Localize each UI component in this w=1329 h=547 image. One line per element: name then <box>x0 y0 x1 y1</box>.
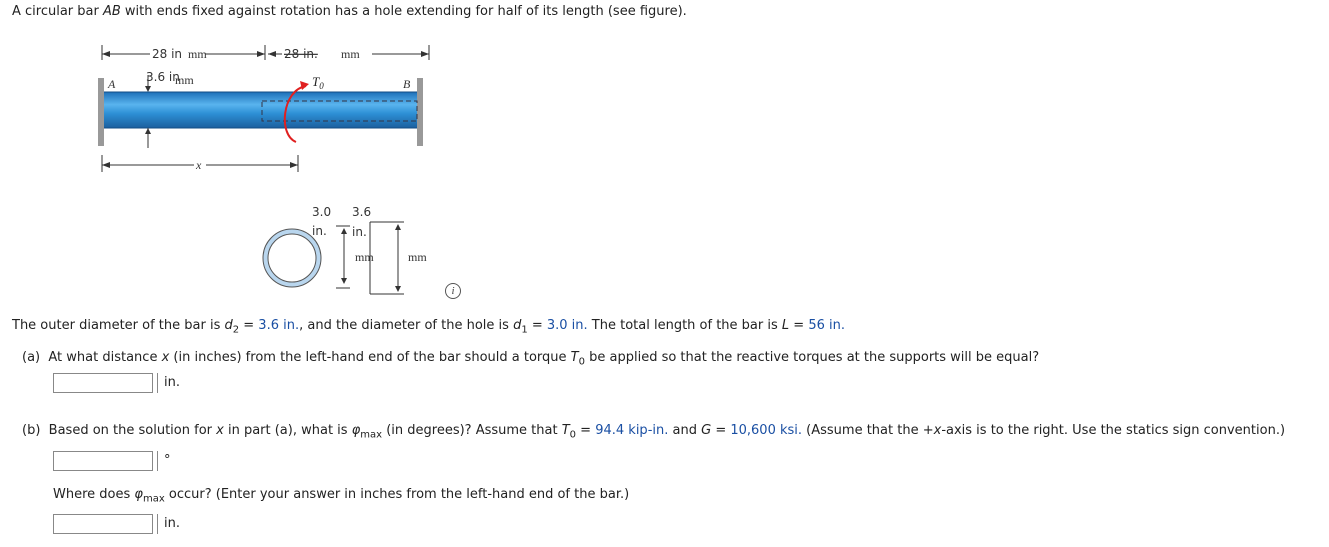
section-in-left: in. <box>312 224 327 238</box>
answer-b-input[interactable] <box>53 451 153 471</box>
small-dim-unit: mm <box>175 73 194 87</box>
question-b: (b) Based on the solution for x in part (a), what is $\varphi_{max}$ (in degrees)? Assume that $T_0 = 94.4$ kip-in. and G = 10,600 ksi. (Assume that the +x-axis is to the right. Use the statics sign convention.) <box>22 423 1286 441</box>
answer-a-unit: in. <box>157 373 180 393</box>
section-mm-right: mm <box>408 250 427 264</box>
small-dim-value: 3.6 in <box>146 70 180 84</box>
label-a: A <box>108 77 116 91</box>
problem-intro: A circular bar AB with ends fixed against rotation has a hole extending for half of its length (see figure). <box>12 4 687 19</box>
question-b-where: Where does $\varphi_{max}$ occur? (Enter your answer in inches from the left-hand end of the bar.) <box>53 487 630 505</box>
section-d1: 3.0 <box>312 205 332 219</box>
label-x: x <box>196 158 202 172</box>
answer-a-input[interactable] <box>53 373 153 393</box>
label-b: B <box>403 77 411 91</box>
dim-left-unit: mm <box>188 47 207 61</box>
section-d2: 3.6 <box>352 205 372 219</box>
bar-figure <box>0 0 520 310</box>
dim-left-value: 28 in <box>152 47 183 61</box>
label-t0: $T_0$ <box>312 74 324 91</box>
section-in-right: in. <box>352 225 367 239</box>
dim-right-unit: mm <box>341 47 360 61</box>
answer-b-unit: ° <box>157 451 171 471</box>
info-icon[interactable]: i <box>445 283 461 299</box>
problem-statement: The outer diameter of the bar is $d_2 = 3.6$ in., and the diameter of the hole is $d_1 = 3.0$ in. The total length of the bar is L = 56 in. <box>12 318 845 336</box>
answer-b-where-unit: in. <box>157 514 180 534</box>
question-a: (a) At what distance x (in inches) from the left-hand end of the bar should a torque $T_0$ be applied so that the reactive torques at the supports will be equal? <box>22 350 1040 368</box>
answer-b-where-input[interactable] <box>53 514 153 534</box>
section-mm-left: mm <box>355 250 374 264</box>
dim-right-value: 28 in. <box>284 47 318 61</box>
